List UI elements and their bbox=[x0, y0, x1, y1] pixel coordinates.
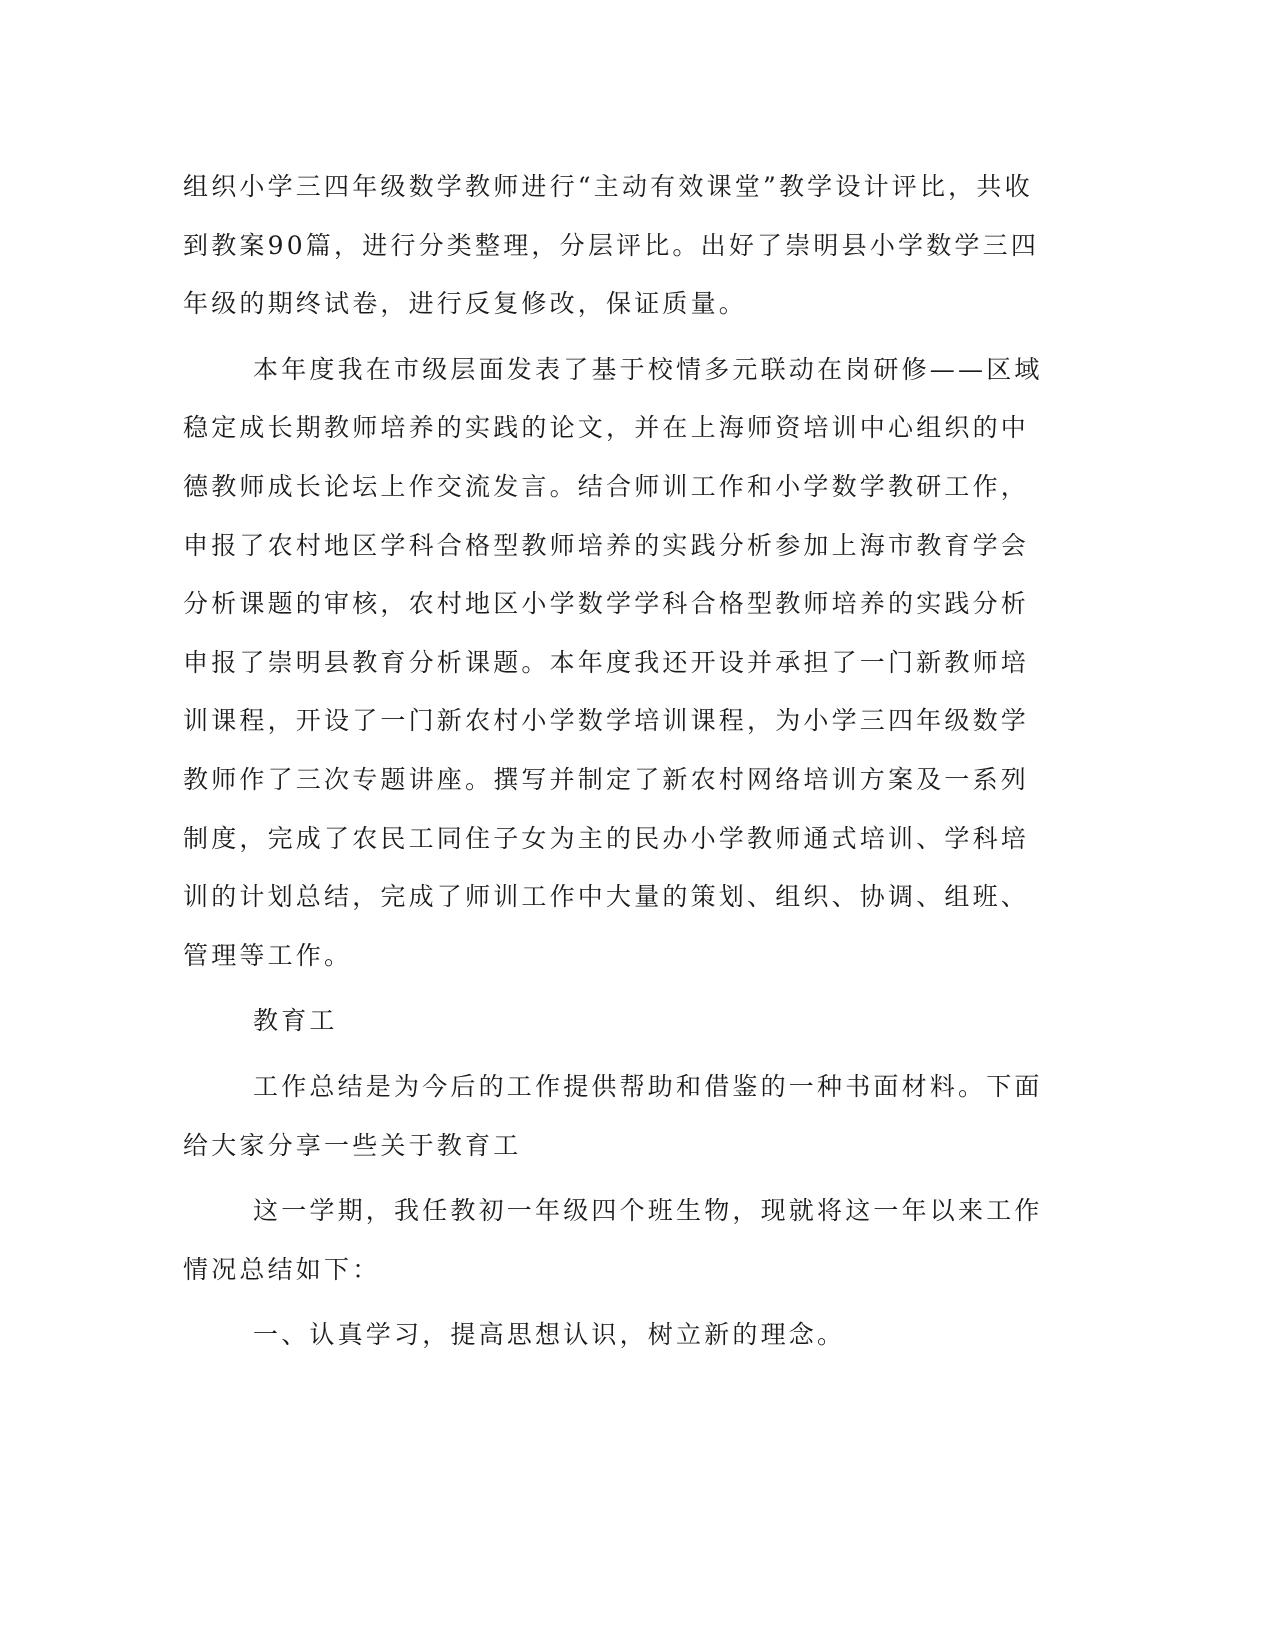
text-line: 到教案90篇，进行分类整理，分层评比。出好了崇明县小学数学三四 bbox=[183, 230, 1040, 260]
text-line: 训课程，开设了一门新农村小学数学培训课程，为小学三四年级数学 bbox=[183, 706, 1030, 736]
document-body bbox=[183, 158, 1043, 1365]
paragraph bbox=[183, 158, 1043, 334]
text-line: 教育工 bbox=[253, 1006, 338, 1036]
text-line: 工作总结是为今后的工作提供帮助和借鉴的一种书面材料。下面 bbox=[253, 1071, 1043, 1101]
paragraph bbox=[183, 1306, 1043, 1365]
text-line: 年级的期终试卷，进行反复修改，保证质量。 bbox=[183, 289, 748, 319]
text-line: 制度，完成了农民工同住子女为主的民办小学教师通式培训、学科培 bbox=[183, 823, 1030, 853]
text-line: 分析课题的审核，农村地区小学数学学科合格型教师培养的实践分析 bbox=[183, 589, 1030, 619]
text-line: 德教师成长论坛上作交流发言。结合师训工作和小学数学教研工作， bbox=[183, 471, 1030, 501]
paragraph bbox=[183, 341, 1043, 986]
text-line: 一、认真学习，提高思想认识，树立新的理念。 bbox=[253, 1320, 846, 1350]
text-line: 组织小学三四年级数学教师进行“主动有效课堂”教学设计评比，共收 bbox=[183, 172, 1033, 201]
text-line: 训的计划总结，完成了师训工作中大量的策划、组织、协调、组班、 bbox=[183, 882, 1030, 912]
text-line: 这一学期，我任教初一年级四个班生物，现就将这一年以来工作 bbox=[253, 1196, 1043, 1226]
paragraph bbox=[183, 1182, 1043, 1299]
text-line: 申报了崇明县教育分析课题。本年度我还开设并承担了一门新教师培 bbox=[183, 647, 1030, 677]
text-line: 给大家分享一些关于教育工 bbox=[183, 1130, 522, 1160]
paragraph bbox=[183, 992, 1043, 1051]
text-line: 教师作了三次专题讲座。撰写并制定了新农村网络培训方案及一系列 bbox=[183, 764, 1030, 794]
text-line: 情况总结如下： bbox=[183, 1254, 381, 1284]
text-line: 本年度我在市级层面发表了基于校情多元联动在岗研修——区域 bbox=[253, 354, 1043, 384]
text-line: 稳定成长期教师培养的实践的论文，并在上海师资培训中心组织的中 bbox=[183, 413, 1030, 443]
text-line: 管理等工作。 bbox=[183, 940, 353, 970]
paragraph bbox=[183, 1058, 1043, 1175]
text-line: 申报了农村地区学科合格型教师培养的实践分析参加上海市教育学会 bbox=[183, 530, 1030, 560]
